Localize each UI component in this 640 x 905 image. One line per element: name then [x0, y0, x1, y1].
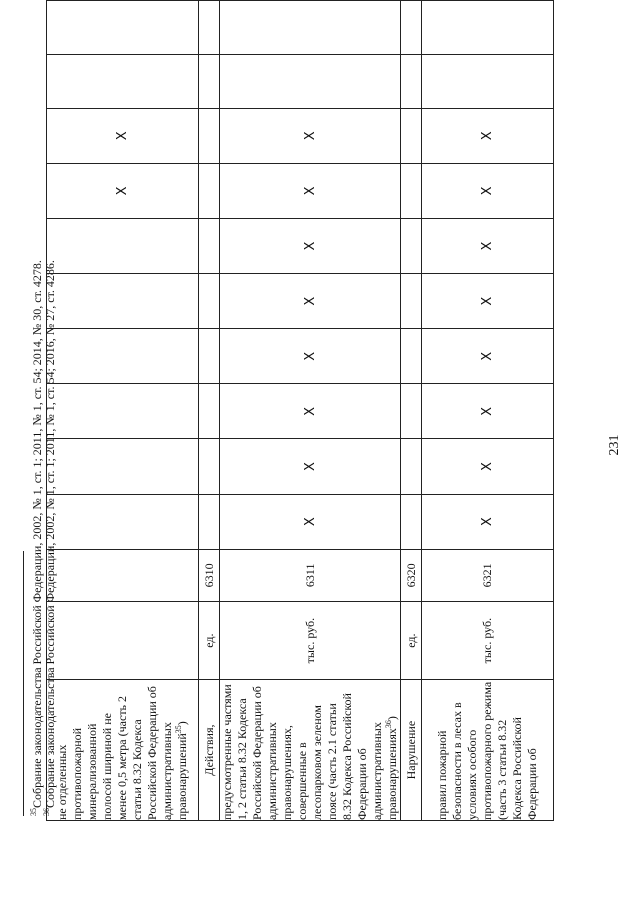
value-cell: Х	[422, 218, 554, 273]
value-cell	[422, 54, 554, 108]
unit-cell	[47, 601, 199, 679]
value-cell: Х	[422, 274, 554, 329]
value-cell	[47, 218, 199, 273]
value-cell: Х	[47, 108, 199, 163]
value-cell: Х	[220, 218, 401, 273]
value-cell	[199, 274, 220, 329]
row-code-cell: 6310	[199, 549, 220, 601]
unit-cell: ед.	[199, 601, 220, 679]
value-cell: Х	[220, 439, 401, 494]
value-cell	[401, 218, 422, 273]
value-cell	[401, 384, 422, 439]
value-cell: Х	[47, 163, 199, 218]
value-cell: Х	[220, 384, 401, 439]
value-cell: Х	[422, 494, 554, 549]
statistics-table	[46, 0, 554, 821]
row-name-cell: не отделенных противопожарной минерализованной полосой шириной не менее 0,5 метра (часть 2 статьи 8.32 Кодекса Российской Федерации об административных правонарушений$^{35}$)	[47, 680, 199, 821]
value-cell	[401, 329, 422, 384]
value-cell	[199, 54, 220, 108]
footnote-35: $^{35}$Собрание законодательства Российской Федерации, 2002, № 1, ст. 1; 2011, № 1, ст. 54; 2014, № 30, ст. 4278.	[29, 260, 44, 816]
value-cell	[401, 274, 422, 329]
row-name-cell: правил пожарной безопасности в лесах в условиях особого противопожарного режима (часть 3 статьи 8.32 Кодекса Российской Федерации об	[422, 680, 554, 821]
value-cell	[47, 384, 199, 439]
page-number: 231	[607, 434, 622, 456]
row-code-cell: 6321	[422, 549, 554, 601]
value-cell	[401, 494, 422, 549]
row-name-cell: Действия,	[199, 680, 220, 821]
value-cell	[220, 54, 401, 108]
footnote-36: $^{36}$Собрание законодательства Российской Федерации, 2002, № 1, ст. 1; 2011, № 1, ст. 54; 2016, № 27, ст. 4286.	[42, 260, 57, 816]
value-cell: Х	[422, 329, 554, 384]
value-cell	[422, 1, 554, 55]
value-cell	[199, 163, 220, 218]
value-cell	[199, 108, 220, 163]
value-cell	[47, 54, 199, 108]
value-cell	[199, 329, 220, 384]
table-row	[199, 1, 220, 821]
value-cell	[401, 108, 422, 163]
table-row	[47, 1, 199, 821]
table-row	[422, 1, 554, 821]
value-cell	[47, 439, 199, 494]
value-cell	[199, 218, 220, 273]
value-cell: Х	[422, 163, 554, 218]
value-cell	[47, 329, 199, 384]
value-cell	[199, 494, 220, 549]
row-name-cell: Нарушение	[401, 680, 422, 821]
value-cell	[401, 163, 422, 218]
value-cell	[199, 439, 220, 494]
value-cell	[199, 384, 220, 439]
value-cell: Х	[220, 329, 401, 384]
row-name-cell: предусмотренные частями 1, 2 статьи 8.32 Кодекса Российской Федерации об административных правонарушениях, совершенные в лесопарковом зеленом поясе (часть 2.1 статьи 8.32 Кодекса Российской Федерации об административных правонарушениях$^{36}$)	[220, 680, 401, 821]
unit-cell: ед.	[401, 601, 422, 679]
table-row	[401, 1, 422, 821]
unit-cell: тыс. руб.	[220, 601, 401, 679]
value-cell: Х	[220, 163, 401, 218]
value-cell: Х	[422, 439, 554, 494]
value-cell: Х	[220, 494, 401, 549]
value-cell	[199, 1, 220, 55]
value-cell	[47, 274, 199, 329]
unit-cell: тыс. руб.	[422, 601, 554, 679]
value-cell: Х	[422, 108, 554, 163]
value-cell	[401, 1, 422, 55]
row-code-cell: 6311	[220, 549, 401, 601]
table-row	[220, 1, 401, 821]
row-code-cell	[47, 549, 199, 601]
value-cell	[220, 1, 401, 55]
value-cell	[47, 494, 199, 549]
value-cell: Х	[220, 274, 401, 329]
row-code-cell: 6320	[401, 549, 422, 601]
value-cell: Х	[422, 384, 554, 439]
value-cell	[401, 54, 422, 108]
value-cell: Х	[220, 108, 401, 163]
value-cell	[47, 1, 199, 55]
footnote-separator	[23, 551, 24, 816]
value-cell	[401, 439, 422, 494]
